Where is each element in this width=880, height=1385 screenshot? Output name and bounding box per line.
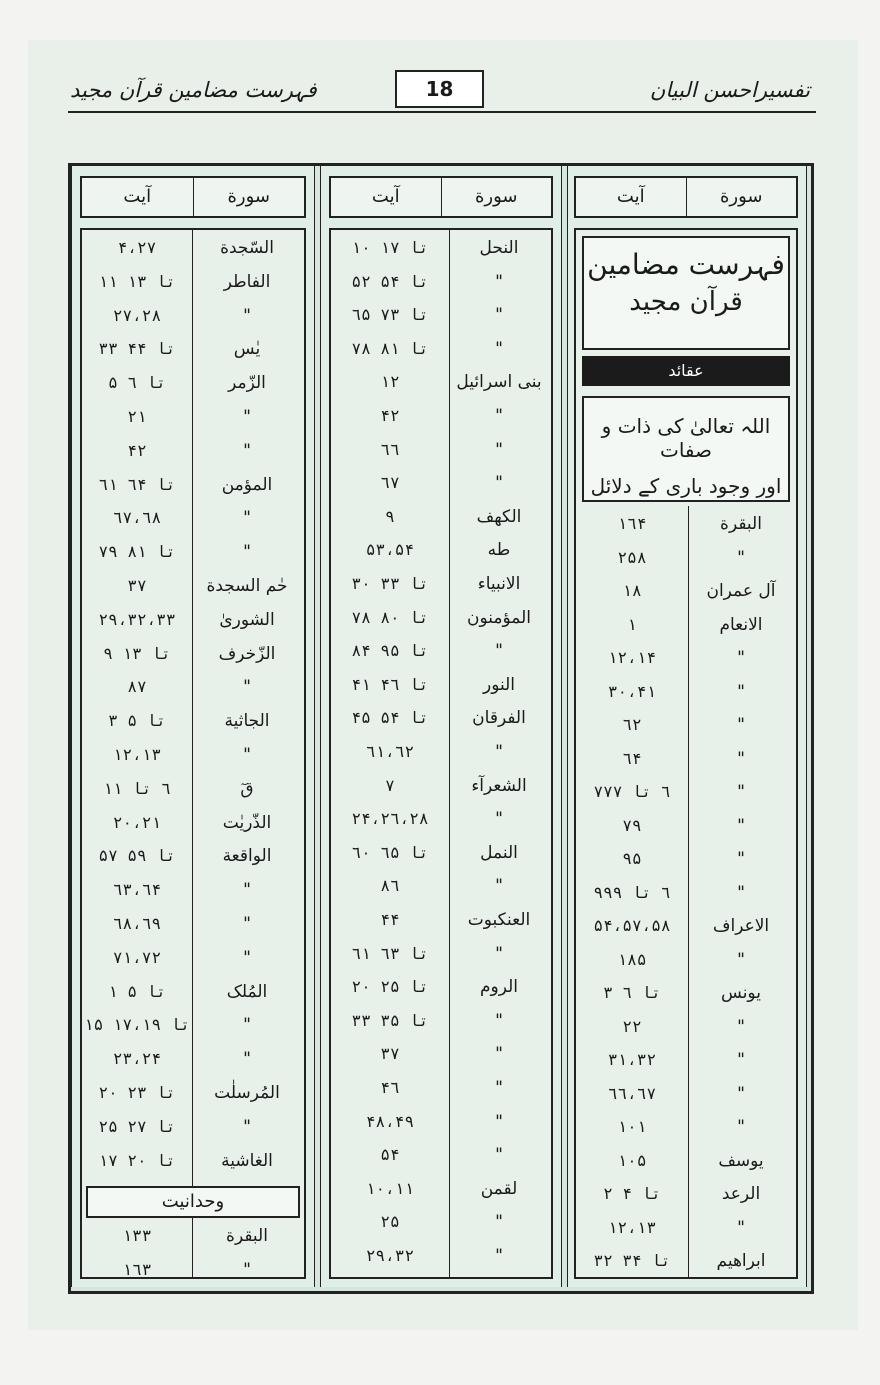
surah-name: النحل <box>479 238 519 258</box>
ayat-number: ۴٦ <box>380 1078 400 1097</box>
column-left-header <box>80 176 306 218</box>
surah-name: " <box>495 439 503 460</box>
ayat-number: ۲ تا ۴ <box>603 1184 661 1203</box>
ayat-number: ٦۵ تا ۷۳ <box>351 305 429 325</box>
surah-name: " <box>495 338 503 359</box>
surah-name: " <box>737 849 745 869</box>
ayat-number: ۷۸ تا ۸۱ <box>351 338 429 358</box>
surah-name: " <box>243 677 251 698</box>
ayat-number: ۱۲،۱۴ <box>607 648 657 667</box>
subject-line1: اللہ تعالیٰ کی ذات و صفات <box>601 414 771 462</box>
ayat-number: ۲۵۸ <box>617 547 647 567</box>
ayat-number: ۲۵ تا ۲۷ <box>98 1116 176 1136</box>
ayat-number: ۳۲ تا ۳۴ <box>593 1251 671 1270</box>
surah-name: یوسف <box>718 1150 764 1171</box>
ayat-number: ۲۷،۲۸ <box>112 305 162 325</box>
ayat-number: ٦۲ <box>622 715 642 734</box>
surah-name: " <box>243 305 251 326</box>
ayat-number: ۲۵ <box>380 1212 400 1232</box>
index-title-line1: فہرست مضامین <box>587 248 785 281</box>
surah-name: " <box>737 1016 745 1037</box>
subject-line2: اور وجود باری کے دلائل <box>590 474 782 498</box>
ayat-number: ۷۸ تا ۸۰ <box>351 607 429 627</box>
surah-name: الذّریٰت <box>222 812 272 833</box>
ayat-number: ۲۳،۲۴ <box>112 1049 162 1069</box>
surah-name: الکھف <box>476 506 522 527</box>
surah-name: النور <box>482 674 516 695</box>
surah-header: سورة <box>227 186 270 207</box>
ayat-number: ۵۷ تا ۵۹ <box>98 846 176 866</box>
surah-name: بنی اسرائیل <box>456 372 542 393</box>
ayat-number: ۴۵ تا ۵۴ <box>351 708 429 728</box>
surah-name: " <box>495 271 503 292</box>
ayat-number: ۱۲،۱۳ <box>112 745 162 764</box>
ayat-number: ۵۴ <box>380 1145 400 1165</box>
surah-name: " <box>495 1044 503 1065</box>
ayat-number: ۳ تا ٦ <box>603 983 661 1002</box>
ayat-number: ۴،۲۷ <box>117 238 157 257</box>
surah-name: یونس <box>721 983 761 1003</box>
surah-name: " <box>243 745 251 765</box>
ayat-number: ۱۵ تا ۱۷،۱۹ <box>84 1015 190 1035</box>
surah-name: الانعام <box>719 614 763 635</box>
ayat-number: ۵۲ تا ۵۴ <box>351 271 429 291</box>
surah-name: السّجدة <box>220 238 274 258</box>
surah-name: " <box>737 547 745 568</box>
ayat-number: ۲۴،۲٦،۲۸ <box>351 809 429 829</box>
ayat-number: ۲۰،۲۱ <box>112 812 162 832</box>
ayat-number: ۱۱ تا ۱۳ <box>98 271 176 291</box>
ayat-number: ۲۹،۳۲ <box>365 1246 415 1265</box>
ayat-number: ۷۹ تا ۸۱ <box>98 542 176 562</box>
surah-name: " <box>243 542 251 563</box>
surah-name: الاعراف <box>712 916 770 936</box>
ayat-number: ۲۰ تا ۲۵ <box>351 977 429 997</box>
ayat-number: ٦۱ تا ٦۴ <box>98 474 176 494</box>
surah-name: الغاشیة <box>221 1150 273 1171</box>
ayat-number: ٦٦،٦۷ <box>607 1083 657 1103</box>
ayat-number: ٦۱ تا ٦۳ <box>351 943 429 963</box>
surah-header: سورة <box>474 186 518 207</box>
column-middle <box>320 166 562 1287</box>
surah-name: النمل <box>480 842 518 863</box>
ayat-number: ٦٦ <box>380 439 400 459</box>
surah-name: الانبیاء <box>477 574 521 594</box>
surah-name: " <box>737 782 745 802</box>
surah-name: الشعرآء <box>471 775 527 796</box>
section-label-wahdaniyat: وحدانیت <box>86 1186 300 1218</box>
surah-name: المُرسلٰت <box>214 1083 280 1103</box>
ayat-number: ۱٦۴ <box>617 514 647 533</box>
ayat-number: ۹ <box>385 506 395 526</box>
surah-name: المؤمنون <box>466 607 531 628</box>
surah-name: " <box>495 641 503 662</box>
ayat-header: آیت <box>576 178 687 216</box>
surah-name: " <box>243 914 251 934</box>
ayat-number: ۷۱،۷۲ <box>112 947 162 967</box>
surah-name: العنکبوت <box>467 910 531 930</box>
surah-name: الفاطر <box>223 271 271 292</box>
surah-name: " <box>495 943 503 964</box>
surah-name: " <box>243 508 251 529</box>
surah-name: طه <box>487 540 511 561</box>
ayat-number: ۱۷ تا ۲۰ <box>98 1150 176 1170</box>
surah-name: الفرقان <box>472 708 526 729</box>
surah-name: " <box>495 1078 503 1098</box>
ayat-number: ۳ تا ۵ <box>108 711 166 731</box>
surah-name: المؤمن <box>221 474 273 495</box>
ayat-number: ۹۵ <box>622 849 642 868</box>
surah-name: " <box>243 1049 251 1070</box>
ayat-number: ۹٦ تا ۹۹ <box>593 882 671 902</box>
column-right-body <box>574 228 798 1279</box>
ayat-number: ۴۸،۴۹ <box>365 1111 415 1131</box>
column-right-header <box>574 176 798 218</box>
ayat-number: ۸٦ <box>380 876 400 896</box>
surah-name: الزّخرف <box>218 643 276 664</box>
surah-name: الزّمر <box>228 373 266 394</box>
surah-name: البقرة <box>720 514 762 534</box>
ayat-number: ۴۲ <box>380 406 400 425</box>
subject-title-box <box>582 396 790 502</box>
surah-name: " <box>495 1212 503 1233</box>
surah-name: " <box>737 681 745 702</box>
ayat-number: ۱۰۱ <box>617 1117 647 1136</box>
ayat-number: ۷۹ <box>622 815 642 835</box>
ayat-number: ۳۳ تا ۳۵ <box>351 1010 429 1030</box>
section-label-aqaid: عقائد <box>582 356 790 386</box>
ayat-number: ۵۳،۵۴ <box>365 540 415 560</box>
ayat-number: ۵ تا ٦ <box>108 373 166 393</box>
index-table <box>68 163 814 1294</box>
surah-name: الشوریٰ <box>219 609 275 630</box>
surah-name: " <box>737 882 745 903</box>
ayat-number: ٦۳،٦۴ <box>112 880 162 900</box>
surah-name: " <box>737 648 745 668</box>
surah-name: الواقعة <box>222 846 272 867</box>
ayat-number: ۱۰ تا ۱۷ <box>351 238 429 257</box>
ayat-number: ٦۰ تا ٦۵ <box>351 842 429 862</box>
surah-name: " <box>495 876 503 897</box>
header-rule <box>68 111 816 113</box>
ayat-header: آیت <box>82 178 194 216</box>
surah-name: " <box>495 1111 503 1132</box>
surah-name: البقرة <box>226 1226 268 1247</box>
ayat-number: ٦۴ <box>622 748 642 768</box>
ayat-number: ٦۸،٦۹ <box>112 914 162 933</box>
surah-name: " <box>737 949 745 970</box>
surah-name: " <box>737 1083 745 1104</box>
surah-name: " <box>737 1217 745 1238</box>
surah-header: سورة <box>719 186 763 207</box>
column-left-body <box>80 228 306 1279</box>
surah-name: " <box>495 473 503 494</box>
ayat-number: ۲۹،۳۲،۳۳ <box>98 609 176 629</box>
header-right-title: تفسیراحسن البیان <box>649 78 810 102</box>
surah-name: " <box>737 1117 745 1137</box>
surah-name: " <box>243 1116 251 1137</box>
ayat-number: ۸۴ تا ۹۵ <box>351 641 429 661</box>
surah-name: " <box>495 1145 503 1166</box>
surah-name: " <box>495 406 503 426</box>
ayat-number: ۱۲ <box>380 372 400 392</box>
ayat-number: ۱۸ <box>622 581 642 600</box>
index-title-box <box>582 236 790 350</box>
surah-name: الروم <box>479 977 519 998</box>
surah-name: " <box>495 809 503 830</box>
ayat-number: ۵۴،۵۷،۵۸ <box>593 916 671 935</box>
column-right <box>567 166 807 1287</box>
surah-name: الرعد <box>721 1184 761 1204</box>
ayat-number: ۷ <box>385 775 395 795</box>
ayat-number: ۱۰،۱۱ <box>365 1178 415 1198</box>
surah-name: حٰم السجدة <box>206 576 288 596</box>
column-middle-header <box>329 176 553 218</box>
surah-name: " <box>495 742 503 762</box>
ayat-number: ۱۰۵ <box>617 1150 647 1170</box>
surah-name: " <box>243 947 251 968</box>
ayat-number: ٦ تا ۱۱ <box>103 778 171 798</box>
surah-name: لقمن <box>480 1178 518 1199</box>
ayat-number: ۴۴ <box>380 910 400 929</box>
surah-name: " <box>243 880 251 901</box>
surah-name: " <box>495 1246 503 1266</box>
surah-name: " <box>737 1050 745 1070</box>
ayat-number: ۱۳۳ <box>122 1226 152 1246</box>
surah-name: الجاثیة <box>224 711 270 732</box>
ayat-number: ۳۳ تا ۴۴ <box>98 339 176 359</box>
column-left <box>71 166 315 1287</box>
ayat-number: ۲۱ <box>127 407 147 426</box>
ayat-header: آیت <box>331 178 442 216</box>
ayat-number: ۳۱،۳۲ <box>607 1050 657 1069</box>
surah-name: " <box>737 715 745 735</box>
surah-name: آل عمران <box>706 581 776 601</box>
ayat-number: ۳۰ تا ۳۳ <box>351 574 429 593</box>
ayat-number: ۱۲،۱۳ <box>607 1217 657 1237</box>
ayat-number: ۸۷ <box>127 677 147 697</box>
surah-name: قٓ <box>240 778 254 799</box>
ayat-number: ۹ تا ۱۳ <box>103 643 171 663</box>
surah-name: یٰس <box>233 339 261 360</box>
ayat-number: ۲۰ تا ۲۳ <box>98 1083 176 1102</box>
ayat-number: ۲۲ <box>622 1016 642 1036</box>
ayat-number: ۳۷ <box>380 1044 400 1064</box>
ayat-number: ۳۰،۴۱ <box>607 681 657 701</box>
ayat-number: ۴۲ <box>127 440 147 460</box>
index-title-line2: قرآن مجید <box>629 287 743 317</box>
surah-name: المُلک <box>226 981 268 1002</box>
page-number: 18 <box>395 70 484 108</box>
surah-name: " <box>495 1010 503 1031</box>
ayat-number: ۴۱ تا ۴٦ <box>351 674 429 694</box>
ayat-number: ۱۸۵ <box>617 949 647 969</box>
column-middle-body <box>329 228 553 1279</box>
ayat-number: ٦۷،٦۸ <box>112 508 162 528</box>
header-left-title: فہرست مضامین قرآن مجید <box>70 78 317 102</box>
ayat-number: ٦۱،٦۲ <box>365 742 415 761</box>
ayat-number: ۳۷ <box>127 576 147 595</box>
ayat-number: ۷٦ تا ۷۷ <box>593 782 671 801</box>
surah-name: " <box>243 440 251 461</box>
surah-name: " <box>243 1260 251 1281</box>
surah-name: " <box>243 1015 251 1036</box>
surah-name: " <box>737 748 745 769</box>
ayat-number: ۱ <box>627 614 637 634</box>
ayat-number: ۱ تا ۵ <box>108 981 166 1001</box>
ayat-number: ۱٦۳ <box>122 1260 152 1280</box>
surah-name: " <box>243 407 251 427</box>
ayat-number: ٦۷ <box>380 473 400 493</box>
surah-name: " <box>495 305 503 326</box>
surah-name: " <box>737 815 745 836</box>
surah-name: ابراھیم <box>716 1251 766 1271</box>
